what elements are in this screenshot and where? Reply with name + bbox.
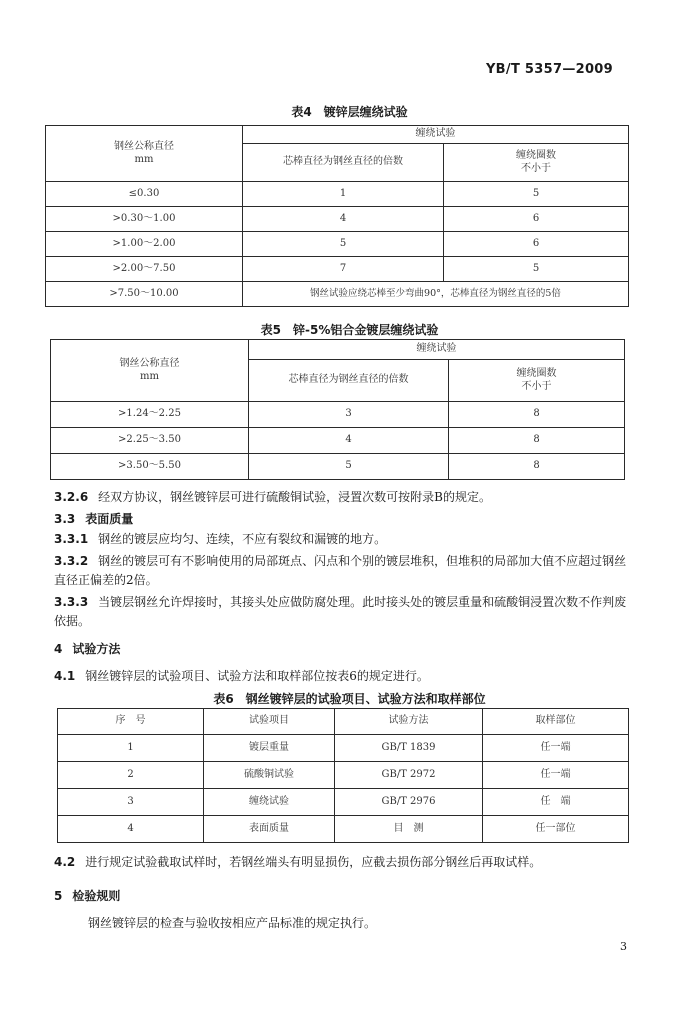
table-row (51, 402, 625, 428)
table-row (46, 257, 629, 282)
table6-header-cell: 取样部位 (483, 709, 629, 735)
clause-text: 经双方协议，钢丝镀锌层可进行硫酸铜试验，浸置次数可按附录B的规定。 (98, 490, 491, 504)
table-header-row (58, 709, 629, 735)
section-title: 检验规则 (72, 889, 121, 903)
table6-cell: 4 (58, 816, 204, 843)
table4-cell-dia: >2.00～7.50 (46, 257, 243, 282)
clause-number: 3.3.2 (54, 554, 89, 568)
table6-cell: 任一端 (483, 762, 629, 789)
clause-text: 进行规定试验截取试样时，若钢丝端头有明显损伤，应截去损伤部分钢丝后再取试样。 (85, 855, 542, 869)
table6-cell: GB/T 2976 (335, 789, 483, 816)
table4-cell-ratio: 4 (243, 207, 444, 232)
clause-5-text (88, 914, 628, 933)
table4-header-ratio: 芯棒直径为钢丝直径的倍数 (243, 144, 444, 182)
table5-header-unit: mm (140, 370, 159, 382)
section-5-heading (54, 887, 634, 906)
clause-text: 当镀层钢丝允许焊接时，其接头处应做防腐处理。此时接头处的镀层重量和硫酸铜浸置次数不作判废依据。 (54, 595, 627, 628)
table4-header-group: 缠绕试验 (243, 126, 629, 144)
table6-cell: 镀层重量 (204, 735, 335, 762)
table6-cell: 表面质量 (204, 816, 335, 843)
table5-cell-ratio: 4 (249, 428, 449, 454)
table6-cell: 任一端 (483, 735, 629, 762)
table6-header-cell: 试验项目 (204, 709, 335, 735)
table-row (51, 454, 625, 480)
table4-header-diameter (46, 126, 243, 182)
table5-cell-turns: 8 (449, 454, 625, 480)
table6-cell: GB/T 1839 (335, 735, 483, 762)
table6-cell: 3 (58, 789, 204, 816)
table5-header-turns (449, 360, 625, 402)
section-title: 试验方法 (72, 642, 121, 656)
table4-cell-dia: >1.00～2.00 (46, 232, 243, 257)
table6-cell: 目 测 (335, 816, 483, 843)
clause-3-3-1 (54, 530, 634, 549)
table4-header-diameter-label: 钢丝公称直径 (114, 141, 174, 152)
table6-cell: GB/T 2972 (335, 762, 483, 789)
table6-cell: 1 (58, 735, 204, 762)
table5-cell-dia: >2.25～3.50 (51, 428, 249, 454)
table6-cell: 任 端 (483, 789, 629, 816)
clause-text: 钢丝镀锌层的试验项目、试验方法和取样部位按表6的规定进行。 (85, 669, 429, 683)
clause-text: 钢丝的镀层可有不影响使用的局部斑点、闪点和个别的镀层堆积，但堆积的局部加大值不应超过钢丝直径正偏差的2倍。 (54, 554, 627, 587)
table6-caption: 表6 钢丝镀锌层的试验项目、试验方法和取样部位 (213, 692, 486, 706)
clause-number: 3.3 (54, 512, 76, 526)
table6-header-cell: 序 号 (58, 709, 204, 735)
clause-number: 4 (54, 642, 63, 656)
clause-3-2-6 (54, 488, 634, 507)
table4-header-turns-label: 缠绕圈数 (516, 150, 556, 161)
table6-cell: 硫酸铜试验 (204, 762, 335, 789)
clause-number: 3.3.1 (54, 532, 89, 546)
table6-cell: 任一部位 (483, 816, 629, 843)
table5-header-ratio: 芯棒直径为钢丝直径的倍数 (249, 360, 449, 402)
table-row (58, 789, 629, 816)
table-row (46, 232, 629, 257)
table-row (46, 282, 629, 307)
table5-header-turns-note: 不小于 (521, 380, 552, 392)
table5-header-turns-label: 缠绕圈数 (516, 368, 557, 379)
table5-header-diameter-label: 钢丝公称直径 (119, 358, 180, 369)
page-number: 3 (620, 940, 627, 953)
table5-cell-ratio: 3 (249, 402, 449, 428)
clause-number: 5 (54, 889, 63, 903)
table5-cell-turns: 8 (449, 402, 625, 428)
table5-cell-turns: 8 (449, 428, 625, 454)
table-row (58, 762, 629, 789)
table-row (46, 207, 629, 232)
table4 (45, 125, 629, 307)
clause-text: 钢丝镀锌层的检查与验收按相应产品标准的规定执行。 (88, 916, 377, 930)
table6-cell: 缠绕试验 (204, 789, 335, 816)
clause-number: 4.1 (54, 669, 76, 683)
table5-cell-ratio: 5 (249, 454, 449, 480)
clause-4-2 (54, 853, 634, 872)
table4-header-turns-note: 不小于 (521, 162, 551, 174)
clause-4-1 (54, 667, 634, 686)
section-4-heading (54, 640, 634, 659)
table-row (46, 182, 629, 207)
table5-cell-dia: >3.50～5.50 (51, 454, 249, 480)
table4-cell-turns: 5 (444, 257, 629, 282)
table4-header-turns (444, 144, 629, 182)
table-row (51, 428, 625, 454)
clause-text: 钢丝的镀层应均匀、连续，不应有裂纹和漏镀的地方。 (98, 532, 387, 546)
table5-caption: 表5 锌-5%铝合金镀层缠绕试验 (260, 323, 439, 337)
table4-cell-dia: ≤0.30 (46, 182, 243, 207)
table4-caption: 表4 镀锌层缠绕试验 (291, 105, 408, 119)
clause-3-3-2 (54, 552, 634, 590)
section-3-3-heading (54, 510, 634, 529)
clause-number: 3.3.3 (54, 595, 89, 609)
table5-cell-dia: >1.24～2.25 (51, 402, 249, 428)
table6 (57, 708, 629, 843)
clause-number: 4.2 (54, 855, 76, 869)
table4-cell-ratio: 5 (243, 232, 444, 257)
table4-header-unit: mm (134, 153, 154, 165)
table4-cell-dia: >0.30～1.00 (46, 207, 243, 232)
standard-code: YB/T 5357—2009 (485, 62, 613, 77)
table4-cell-turns: 5 (444, 182, 629, 207)
table-row (58, 735, 629, 762)
table6-cell: 2 (58, 762, 204, 789)
table5-header-group: 缠绕试验 (249, 340, 625, 360)
table6-header-cell: 试验方法 (335, 709, 483, 735)
section-title: 表面质量 (85, 512, 134, 526)
clause-number: 3.2.6 (54, 490, 89, 504)
table4-cell-ratio: 7 (243, 257, 444, 282)
table5 (50, 339, 625, 480)
table4-cell-turns: 6 (444, 207, 629, 232)
table4-cell-turns: 6 (444, 232, 629, 257)
table4-cell-ratio: 1 (243, 182, 444, 207)
table5-header-diameter (51, 340, 249, 402)
table4-cell-note: 钢丝试验应绕芯棒至少弯曲90°，芯棒直径为钢丝直径的5倍 (243, 282, 629, 307)
table4-cell-dia: >7.50～10.00 (46, 282, 243, 307)
clause-3-3-3 (54, 593, 634, 631)
table-row (58, 816, 629, 843)
